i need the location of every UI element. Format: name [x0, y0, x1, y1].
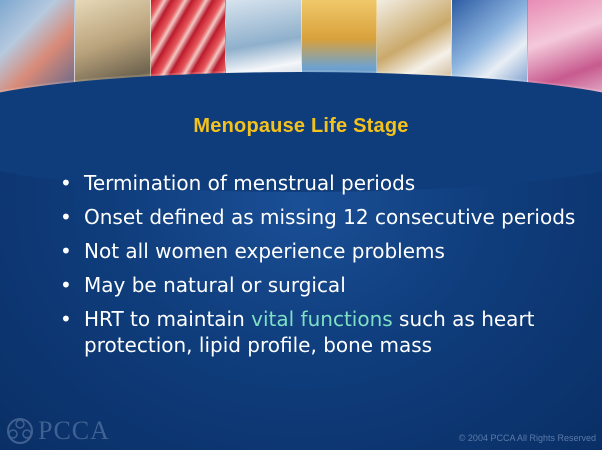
- pcca-logo-icon: [6, 417, 34, 445]
- copyright-notice: © 2004 PCCA All Rights Reserved: [458, 433, 596, 443]
- bullet-text-part: such as heart protection, lipid profile, bone mass: [84, 307, 535, 357]
- logo-text: PCCA: [38, 416, 110, 445]
- pcca-logo: [6, 416, 110, 446]
- bullet-item: • May be natural or surgical: [58, 272, 578, 298]
- highlighted-term: vital functions: [251, 307, 393, 331]
- bullet-item: • Onset defined as missing 12 consecutive periods: [58, 204, 578, 230]
- bullet-item: [58, 306, 578, 358]
- bullet-item: • Not all women experience problems: [58, 238, 578, 264]
- bullet-item: • Termination of menstrual periods: [58, 170, 578, 196]
- slide-title: Menopause Life Stage: [193, 115, 409, 137]
- bullet-list: [58, 170, 578, 366]
- bullet-text-part: HRT to maintain: [84, 307, 252, 331]
